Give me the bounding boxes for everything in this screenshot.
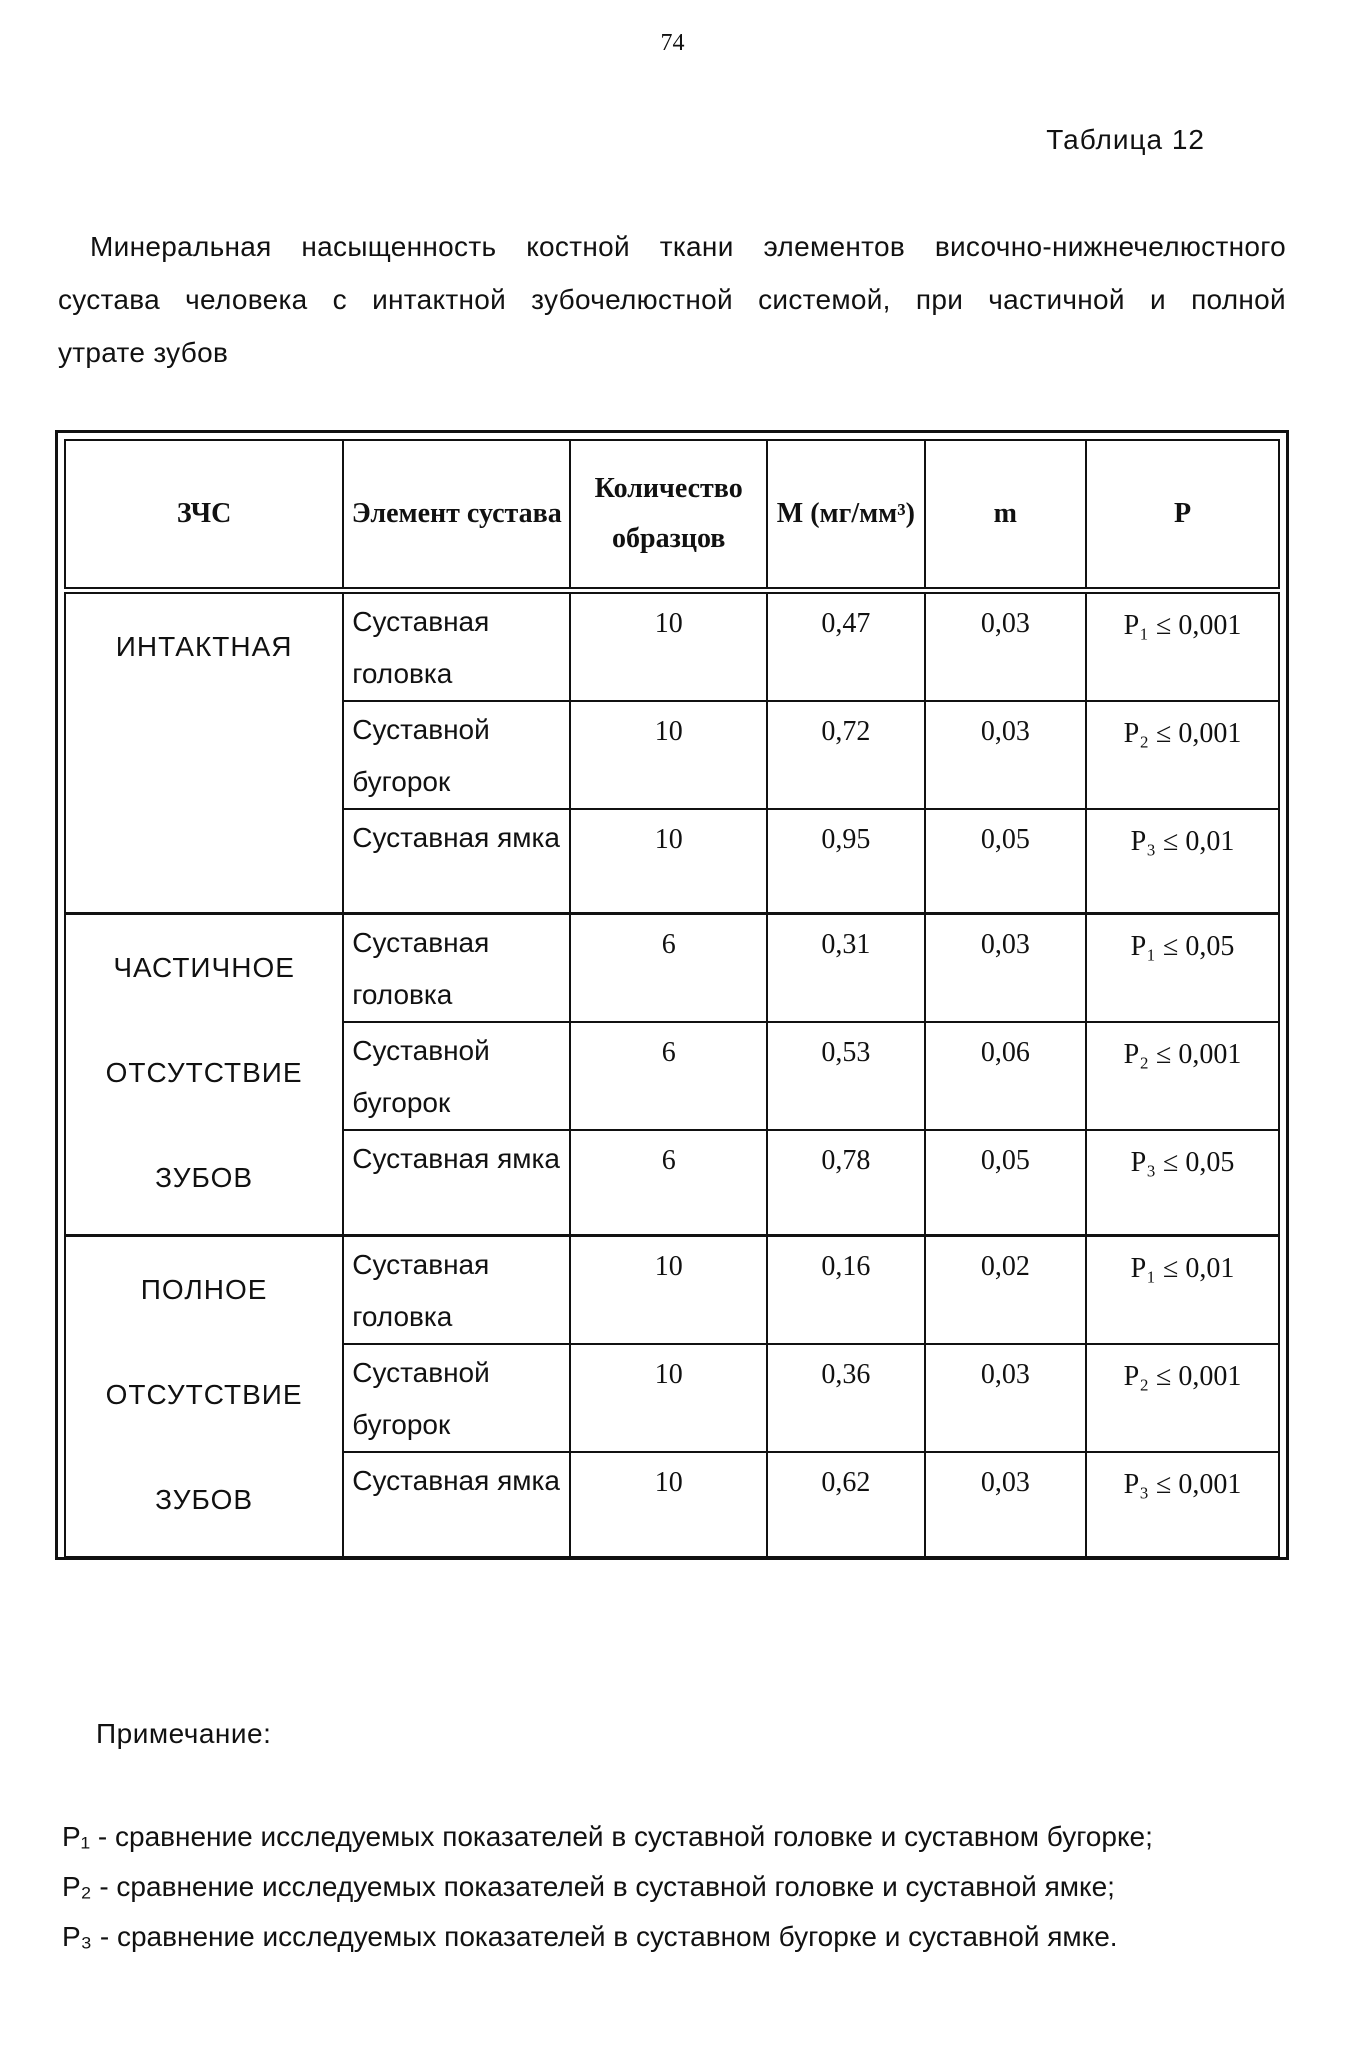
error-cell: 0,05 [925,1130,1086,1235]
table-caption [58,220,1286,379]
count-cell: 10 [570,809,767,914]
mean-cell: 0,53 [767,1022,924,1130]
table-row [65,914,1279,1023]
count-cell: 10 [570,590,767,701]
group-cell: ИНТАКТНАЯ [65,590,343,914]
mean-cell: 0,31 [767,914,924,1023]
count-cell: 6 [570,1130,767,1235]
table-frame [55,430,1289,1560]
mineral-saturation-table [64,439,1280,1558]
p-value-cell: P₁ ≤ 0,001 [1086,590,1279,701]
count-cell: 10 [570,1452,767,1557]
group-cell: ЧАСТИЧНОЕ ОТСУТСТВИЕ ЗУБОВ [65,914,343,1236]
element-cell: Суставная головка [343,914,570,1023]
notes-list [62,1812,1153,1962]
error-cell: 0,03 [925,914,1086,1023]
p-value-cell: P₂ ≤ 0,001 [1086,701,1279,809]
table-label: Таблица 12 [1046,124,1205,155]
count-cell: 10 [570,1235,767,1344]
error-cell: 0,03 [925,1344,1086,1452]
count-cell: 10 [570,1344,767,1452]
header-cell: m [925,440,1086,590]
element-cell: Суставной бугорок [343,701,570,809]
count-cell: 6 [570,1022,767,1130]
mean-cell: 0,16 [767,1235,924,1344]
note-item: P₁ - сравнение исследуемых показателей в суставной головке и суставном бугорке; [62,1821,1153,1852]
element-cell: Суставная ямка [343,1130,570,1235]
error-cell: 0,05 [925,809,1086,914]
mean-cell: 0,78 [767,1130,924,1235]
element-cell: Суставная ямка [343,1452,570,1557]
group-cell: ПОЛНОЕ ОТСУТСТВИЕ ЗУБОВ [65,1235,343,1557]
p-value-cell: P₂ ≤ 0,001 [1086,1344,1279,1452]
note-item: P₂ - сравнение исследуемых показателей в суставной головке и суставной ямке; [62,1871,1115,1902]
caption-line: Минеральная насыщенность костной ткани элементов височно-нижнечелюстного [90,231,1286,262]
p-value-cell: P₃ ≤ 0,01 [1086,809,1279,914]
error-cell: 0,02 [925,1235,1086,1344]
header-row [65,440,1279,590]
count-cell: 6 [570,914,767,1023]
caption-line: утрате зубов [58,337,229,368]
element-cell: Суставная головка [343,1235,570,1344]
page-number: 74 [660,30,685,56]
table-body [65,590,1279,1557]
mean-cell: 0,36 [767,1344,924,1452]
header-cell: ЗЧС [65,440,343,590]
header-cell: M (мг/мм³) [767,440,924,590]
mean-cell: 0,72 [767,701,924,809]
element-cell: Суставной бугорок [343,1344,570,1452]
table-row [65,590,1279,701]
error-cell: 0,03 [925,701,1086,809]
header-cell: Элемент сустава [343,440,570,590]
p-value-cell: P₃ ≤ 0,001 [1086,1452,1279,1557]
p-value-cell: P₁ ≤ 0,01 [1086,1235,1279,1344]
caption-line: сустава человека с интактной зубочелюстной системой, при частичной и полной [58,284,1286,315]
p-value-cell: P₂ ≤ 0,001 [1086,1022,1279,1130]
element-cell: Суставной бугорок [343,1022,570,1130]
header-cell: P [1086,440,1279,590]
error-cell: 0,03 [925,1452,1086,1557]
table-row [65,1235,1279,1344]
mean-cell: 0,95 [767,809,924,914]
note-title: Примечание: [96,1718,272,1749]
note-item: P₃ - сравнение исследуемых показателей в суставном бугорке и суставной ямке. [62,1921,1118,1952]
error-cell: 0,03 [925,590,1086,701]
p-value-cell: P₃ ≤ 0,05 [1086,1130,1279,1235]
count-cell: 10 [570,701,767,809]
mean-cell: 0,47 [767,590,924,701]
mean-cell: 0,62 [767,1452,924,1557]
p-value-cell: P₁ ≤ 0,05 [1086,914,1279,1023]
header-cell: Количество образцов [570,440,767,590]
element-cell: Суставная ямка [343,809,570,914]
error-cell: 0,06 [925,1022,1086,1130]
element-cell: Суставная головка [343,590,570,701]
